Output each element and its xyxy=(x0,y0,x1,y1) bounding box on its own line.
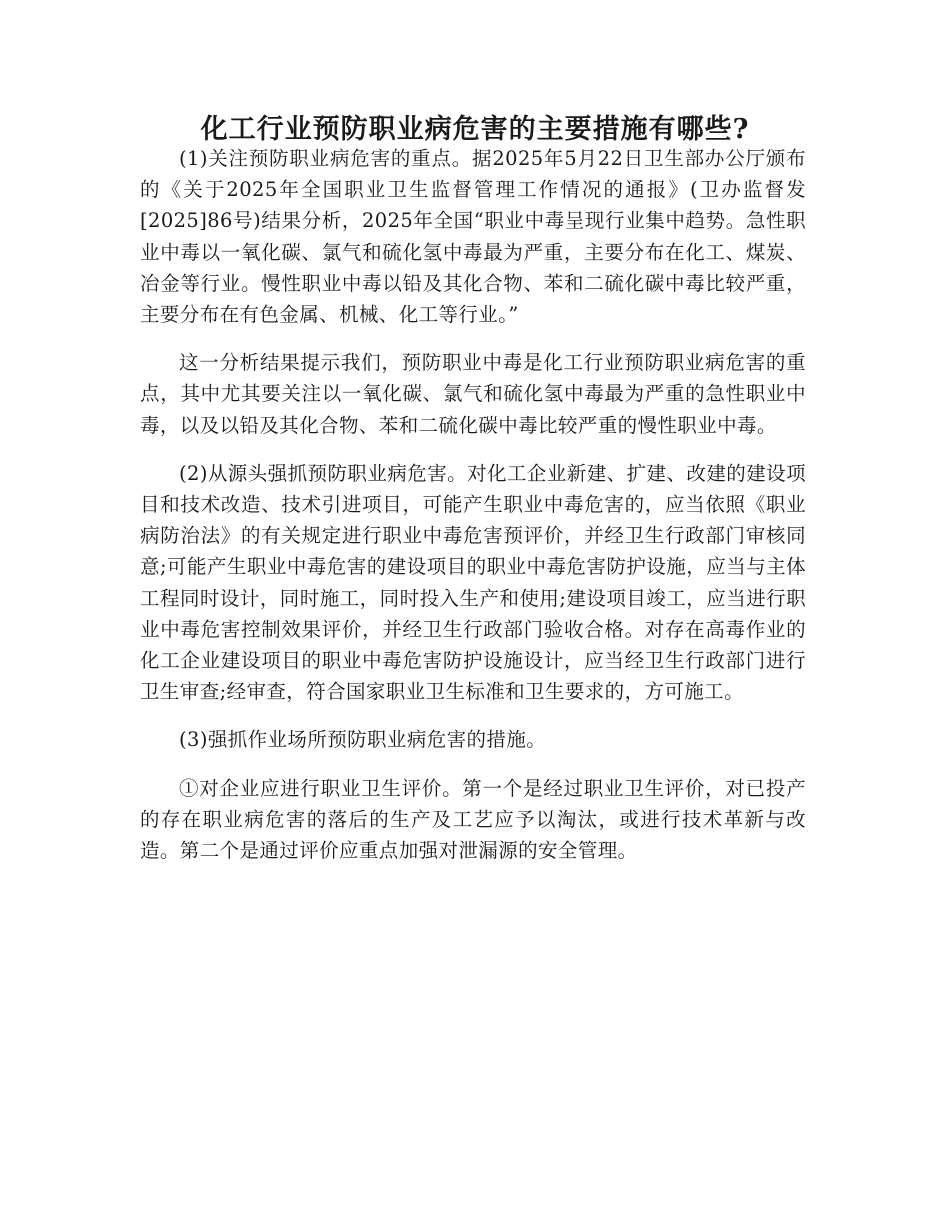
paragraph-5: ①对企业应进行职业卫生评价。第一个是经过职业卫生评价，对已投产的存在职业病危害的落后的生产及工艺应予以淘汰，或进行技术革新与改造。第二个是通过评价应重点加强对泄漏源的安全管理。 xyxy=(140,776,806,863)
document-body xyxy=(140,143,806,866)
paragraph-2: 这一分析结果提示我们，预防职业中毒是化工行业预防职业病危害的重点，其中尤其要关注以一氧化碳、氯气和硫化氢中毒最为严重的急性职业中毒，以及以铅及其化合物、苯和二硫化碳中毒比较严重的慢性职业中毒。 xyxy=(140,351,806,437)
paragraph-1: (1)关注预防职业病危害的重点。据2025年5月22日卫生部办公厅颁布的《关于2025年全国职业卫生监督管理工作情况的通报》(卫办监督发[2025]86号)结果分析，2025年全国“职业中毒呈现行业集中趋势。急性职业中毒以一氧化碳、氯气和硫化氢中毒最为严重，主要分布在化工、煤炭、冶金等行业。慢性职业中毒以铅及其化合物、苯和二硫化碳中毒比较严重，主要分布在有色金属、机械、化工等行业。” xyxy=(140,147,806,327)
paragraph-4: (3)强抓作业场所预防职业病危害的措施。 xyxy=(179,728,547,752)
document-title: 化工行业预防职业病危害的主要措施有哪些? xyxy=(200,114,750,145)
paragraph-3: (2)从源头强抓预防职业病危害。对化工企业新建、扩建、改建的建设项目和技术改造、技术引进项目，可能产生职业中毒危害的，应当依照《职业病防治法》的有关规定进行职业中毒危害预评价，并经卫生行政部门审核同意;可能产生职业中毒危害的建设项目的职业中毒危害防护设施，应当与主体工程同时设计，同时施工，同时投入生产和使用;建设项目竣工，应当进行职业中毒危害控制效果评价，并经卫生行政部门验收合格。对存在高毒作业的化工企业建设项目的职业中毒危害防护设施设计，应当经卫生行政部门进行卫生审查;经审查，符合国家职业卫生标准和卫生要求的，方可施工。 xyxy=(140,461,806,704)
